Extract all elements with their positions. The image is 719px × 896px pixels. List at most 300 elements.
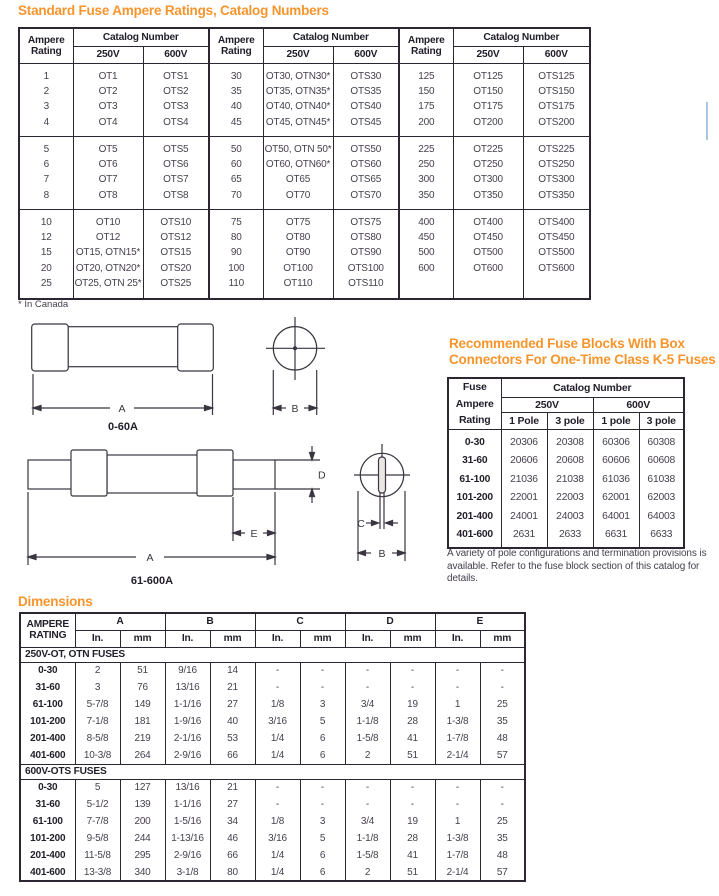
catalog-250v: OT400 <box>453 209 523 230</box>
fuse-right-terminal <box>233 460 275 489</box>
ratings-row <box>20 172 209 188</box>
header-250v: 250V <box>263 46 333 63</box>
catalog-250v: OT350 <box>453 188 523 210</box>
fuse-block-row <box>448 526 684 549</box>
header-mm: mm <box>300 630 345 647</box>
catalog-250v: OT8 <box>73 188 143 210</box>
catalog-600v: OTS150 <box>523 84 589 100</box>
fuse-block-row <box>448 470 684 489</box>
dimension-value: - <box>480 779 525 796</box>
dimension-value: 3/4 <box>345 696 390 713</box>
dimension-value: 127 <box>120 779 165 796</box>
dim-label-a: A <box>118 403 126 415</box>
ratings-row <box>210 261 399 277</box>
header-600v: 600V <box>333 46 399 63</box>
ratings-row <box>400 99 589 115</box>
ampere-value: 2 <box>43 85 49 97</box>
fuse-body-large <box>107 455 199 493</box>
catalog-250v: OT80 <box>263 230 333 246</box>
ampere-range: 31-60 <box>35 682 61 693</box>
ratings-row <box>400 230 589 246</box>
catalog-250v: OT50, OTN 50* <box>263 136 333 157</box>
dim-label-e: E <box>250 528 258 540</box>
ampere-range: 31-60 <box>35 799 61 810</box>
ampere-value: 80 <box>230 231 242 243</box>
ratings-row <box>210 136 399 157</box>
ratings-row <box>20 209 209 230</box>
fuse-ampere-range: 0-30 <box>464 437 485 448</box>
catalog-value: 61036 <box>593 470 639 489</box>
ratings-row <box>20 115 209 137</box>
fuse-diagram-61-600a <box>14 443 444 593</box>
dimension-value: 149 <box>120 696 165 713</box>
dimension-value: 181 <box>120 713 165 730</box>
ampere-range: 0-30 <box>38 665 58 677</box>
catalog-600v: OTS30 <box>333 63 399 84</box>
dimensions-row <box>20 679 525 696</box>
dimension-value: 2 <box>345 747 390 764</box>
catalog-250v: OT2 <box>73 84 143 100</box>
dimension-value: - <box>255 779 300 796</box>
blocks-heading-line2: Connectors For One-Time Class K-5 Fuses <box>449 351 716 367</box>
dimension-value: 2-9/16 <box>165 747 210 764</box>
dimension-value: 1 <box>435 813 480 830</box>
catalog-600v: OTS100 <box>333 261 399 277</box>
ampere-value: 40 <box>230 101 242 113</box>
dimension-value: 1/4 <box>255 747 300 764</box>
ampere-range: 101-200 <box>30 833 66 844</box>
ratings-row <box>210 209 399 230</box>
header-in: In. <box>75 630 120 647</box>
dimension-value: 13-3/8 <box>75 864 120 881</box>
catalog-250v: OT4 <box>73 115 143 137</box>
dimension-value: - <box>435 796 480 813</box>
fuse-ampere-range: 401-600 <box>456 528 493 540</box>
blocks-heading-line1: Recommended Fuse Blocks With Box <box>449 336 685 351</box>
fuse-block-row <box>448 507 684 526</box>
ratings-row <box>400 172 589 188</box>
dimension-value: 57 <box>480 864 525 881</box>
section-row <box>20 647 525 662</box>
dimension-value: 3 <box>300 813 345 830</box>
catalog-600v: OTS110 <box>333 276 399 298</box>
ratings-row <box>20 157 209 173</box>
catalog-250v: OT600 <box>453 261 523 277</box>
dimension-value: 7-1/8 <box>75 713 120 730</box>
catalog-250v: OT500 <box>453 245 523 261</box>
dimension-value: 34 <box>210 813 255 830</box>
ratings-group-1 <box>20 29 210 298</box>
dimension-value: 7-7/8 <box>75 813 120 830</box>
catalog-250v: OT175 <box>453 99 523 115</box>
dimension-value: - <box>480 679 525 696</box>
fuse-block-row <box>448 489 684 508</box>
catalog-250v: OT7 <box>73 172 143 188</box>
dimension-value: - <box>390 662 435 679</box>
ratings-group-2 <box>210 29 400 298</box>
dimensions-table <box>19 612 526 882</box>
catalog-value: 20608 <box>547 452 593 471</box>
catalog-value: 62003 <box>639 489 684 508</box>
ampere-range: 0-30 <box>38 782 58 794</box>
header-600v: 600V <box>523 46 589 63</box>
dimension-value: 46 <box>210 830 255 847</box>
dimension-value: 1-13/16 <box>165 830 210 847</box>
dimension-value: - <box>345 679 390 696</box>
catalog-600v: OTS25 <box>143 276 209 298</box>
catalog-250v: OT450 <box>453 230 523 246</box>
dimension-value: 3 <box>300 696 345 713</box>
ampere-value: 400 <box>418 216 435 228</box>
dim-label-b2: B <box>378 548 386 560</box>
catalog-600v: OTS50 <box>333 136 399 157</box>
catalog-value: 6633 <box>639 526 684 549</box>
catalog-250v: OT110 <box>263 276 333 298</box>
ratings-table <box>18 27 591 300</box>
catalog-250v: OT100 <box>263 261 333 277</box>
dimension-value: 13/16 <box>165 779 210 796</box>
header-ampere-rating: Ampere Rating <box>407 34 445 57</box>
catalog-value: 2631 <box>501 526 547 549</box>
dimension-value: 76 <box>120 679 165 696</box>
header-250v: 250V <box>501 397 593 412</box>
dimensions-row <box>20 813 525 830</box>
blocks-note: A variety of pole configurations and termination provisions is available. Refer to the fuse block section of this catalog for details. <box>447 548 707 584</box>
ampere-value: 300 <box>418 174 435 186</box>
dimension-value: 10-3/8 <box>75 747 120 764</box>
ampere-value: 200 <box>418 116 435 128</box>
dimension-value: 19 <box>390 696 435 713</box>
fuse-ampere-range: 31-60 <box>462 455 488 467</box>
ampere-value: 35 <box>230 85 242 97</box>
catalog-value: 21036 <box>501 470 547 489</box>
ratings-row <box>210 115 399 137</box>
dimension-value: 3-1/8 <box>165 864 210 881</box>
ampere-value: 600 <box>418 262 435 274</box>
catalog-600v: OTS70 <box>333 188 399 210</box>
header-in: In. <box>255 630 300 647</box>
ratings-row <box>400 245 589 261</box>
dimension-value: - <box>435 662 480 679</box>
ampere-value: 100 <box>228 262 245 274</box>
catalog-value: 24003 <box>547 507 593 526</box>
ampere-value: 20 <box>40 262 52 274</box>
dimensions-row <box>20 830 525 847</box>
catalog-value: 2633 <box>547 526 593 549</box>
dimension-value: 51 <box>120 662 165 679</box>
catalog-value: 20306 <box>501 429 547 452</box>
ampere-value: 350 <box>418 189 435 201</box>
dimension-value: 53 <box>210 730 255 747</box>
dimension-value: - <box>255 662 300 679</box>
dimension-value: - <box>345 796 390 813</box>
fuse-blocks-table <box>447 377 685 549</box>
catalog-250v: OT25, OTN 25* <box>73 276 143 298</box>
dimension-value: 5-7/8 <box>75 696 120 713</box>
catalog-600v: OTS300 <box>523 172 589 188</box>
catalog-value: 6631 <box>593 526 639 549</box>
dimension-value: 25 <box>480 696 525 713</box>
ampere-value: 125 <box>418 70 435 82</box>
dimension-value: 2-1/16 <box>165 730 210 747</box>
catalog-250v: OT65 <box>263 172 333 188</box>
ratings-row <box>20 136 209 157</box>
ampere-value: 65 <box>230 174 242 186</box>
catalog-600v: OTS350 <box>523 188 589 210</box>
catalog-value: 61038 <box>639 470 684 489</box>
header-dim-c: C <box>255 613 345 630</box>
dimension-value: 1-1/16 <box>165 796 210 813</box>
dimension-value: 57 <box>480 747 525 764</box>
dimension-value: 48 <box>480 730 525 747</box>
dimension-value: 41 <box>390 847 435 864</box>
catalog-250v: OT90 <box>263 245 333 261</box>
catalog-value: 21038 <box>547 470 593 489</box>
dimensions-row <box>20 847 525 864</box>
dimension-value: 5-1/2 <box>75 796 120 813</box>
catalog-600v: OTS80 <box>333 230 399 246</box>
dimension-value: - <box>345 779 390 796</box>
catalog-600v: OTS175 <box>523 99 589 115</box>
ampere-value: 12 <box>40 231 52 243</box>
catalog-250v: OT30, OTN30* <box>263 63 333 84</box>
page-edge-tab <box>706 102 708 140</box>
dimension-value: 1/8 <box>255 813 300 830</box>
fuse-diagram-0-60a <box>18 313 348 437</box>
ratings-row <box>400 157 589 173</box>
dimension-value: 219 <box>120 730 165 747</box>
dimension-value: 35 <box>480 713 525 730</box>
dim-label-d: D <box>318 469 326 482</box>
ratings-row <box>400 276 589 298</box>
ampere-value: 8 <box>43 189 49 201</box>
catalog-600v: OTS250 <box>523 157 589 173</box>
catalog-250v: OT35, OTN35* <box>263 84 333 100</box>
dimension-value: 1-7/8 <box>435 730 480 747</box>
catalog-250v: OT20, OTN20* <box>73 261 143 277</box>
header-dim-b: B <box>165 613 255 630</box>
catalog-600v: OTS7 <box>143 172 209 188</box>
catalog-600v: OTS8 <box>143 188 209 210</box>
ratings-group-3 <box>400 29 589 298</box>
dimensions-row <box>20 713 525 730</box>
dimension-value: 80 <box>210 864 255 881</box>
catalog-value: 22003 <box>547 489 593 508</box>
fuse-right-cap-large <box>197 450 233 496</box>
dimension-value: 48 <box>480 847 525 864</box>
dimension-value: 3 <box>75 679 120 696</box>
header-catalog-number: Catalog Number <box>73 29 209 46</box>
footnote-in-canada: * In Canada <box>18 299 69 310</box>
dimension-value: 1-1/8 <box>345 713 390 730</box>
header-in: In. <box>345 630 390 647</box>
catalog-600v: OTS4 <box>143 115 209 137</box>
dimension-value: 28 <box>390 830 435 847</box>
ratings-row <box>400 209 589 230</box>
catalog-value: 20606 <box>501 452 547 471</box>
header-250v: 250V <box>453 46 523 63</box>
ampere-range: 61-100 <box>32 816 63 827</box>
catalog-value: 20308 <box>547 429 593 452</box>
header-mm: mm <box>480 630 525 647</box>
catalog-600v: OTS75 <box>333 209 399 230</box>
dimension-value: 35 <box>480 830 525 847</box>
header-600v: 600V <box>593 397 684 412</box>
dimension-value: 1-3/8 <box>435 830 480 847</box>
ampere-value: 3 <box>43 101 49 113</box>
dimension-value: - <box>480 662 525 679</box>
ampere-value: 175 <box>418 101 435 113</box>
catalog-600v: OTS90 <box>333 245 399 261</box>
dimensions-row <box>20 796 525 813</box>
dimension-value: 1-1/16 <box>165 696 210 713</box>
ampere-range: 401-600 <box>30 866 66 878</box>
dimension-value: - <box>255 796 300 813</box>
header-pole: 1 pole <box>593 412 639 429</box>
dimension-value: - <box>390 779 435 796</box>
dimension-value: 6 <box>300 747 345 764</box>
catalog-600v: OTS45 <box>333 115 399 137</box>
dimension-value: 340 <box>120 864 165 881</box>
dimension-value: 51 <box>390 864 435 881</box>
header-ampere-rating: Ampere Rating <box>217 34 255 57</box>
catalog-250v: OT70 <box>263 188 333 210</box>
header-ampere-rating: Ampere Rating <box>27 34 65 57</box>
blocks-heading <box>449 336 719 367</box>
dimension-value: 1/8 <box>255 696 300 713</box>
fuse-left-terminal <box>28 460 73 489</box>
dimension-value: - <box>435 779 480 796</box>
dimension-value: 21 <box>210 679 255 696</box>
dimensions-row <box>20 864 525 881</box>
catalog-600v: OTS65 <box>333 172 399 188</box>
dimension-value: 6 <box>300 847 345 864</box>
header-250v: 250V <box>73 46 143 63</box>
ampere-value: 75 <box>230 216 242 228</box>
dimension-value: - <box>390 796 435 813</box>
dimension-value: 1-5/8 <box>345 847 390 864</box>
dimension-value: 1 <box>435 696 480 713</box>
dimension-value: 200 <box>120 813 165 830</box>
header-in: In. <box>435 630 480 647</box>
fuse-right-cap <box>178 324 214 371</box>
catalog-value: 64001 <box>593 507 639 526</box>
ampere-value: 450 <box>418 231 435 243</box>
dimensions-row <box>20 696 525 713</box>
catalog-250v: OT225 <box>453 136 523 157</box>
catalog-600v: OTS225 <box>523 136 589 157</box>
catalog-250v: OT300 <box>453 172 523 188</box>
catalog-600v: OTS35 <box>333 84 399 100</box>
dimension-value: 13/16 <box>165 679 210 696</box>
dimension-value: 27 <box>210 696 255 713</box>
dim-label-b: B <box>291 403 299 415</box>
dimension-value: 27 <box>210 796 255 813</box>
ampere-value: 90 <box>230 247 242 259</box>
dimension-value: 6 <box>300 864 345 881</box>
dimension-value: 1-1/8 <box>345 830 390 847</box>
ratings-row <box>20 84 209 100</box>
header-in: In. <box>165 630 210 647</box>
dimension-value: - <box>435 679 480 696</box>
dimension-value: 1-5/16 <box>165 813 210 830</box>
dimension-value: 1/4 <box>255 847 300 864</box>
header-mm: mm <box>210 630 255 647</box>
header-pole: 3 pole <box>639 412 684 429</box>
catalog-600v: OTS450 <box>523 230 589 246</box>
dimension-value: 5 <box>75 779 120 796</box>
dimension-value: 6 <box>300 730 345 747</box>
header-fuse-ampere-rating: Fuse Ampere Rating <box>448 378 501 429</box>
dimension-value: 25 <box>480 813 525 830</box>
catalog-250v: OT6 <box>73 157 143 173</box>
catalog-600v: OTS125 <box>523 63 589 84</box>
header-ampere-rating: AMPERE RATING <box>26 619 69 642</box>
ratings-row <box>20 245 209 261</box>
dimension-value: 3/16 <box>255 713 300 730</box>
dimension-value: 2-9/16 <box>165 847 210 864</box>
catalog-600v: OTS40 <box>333 99 399 115</box>
catalog-value: 60606 <box>593 452 639 471</box>
dimension-value: - <box>255 679 300 696</box>
dimension-value: 14 <box>210 662 255 679</box>
dimension-value: 5 <box>300 830 345 847</box>
ampere-value: 30 <box>230 70 242 82</box>
ratings-row <box>210 230 399 246</box>
ampere-value: 1 <box>43 70 49 82</box>
ratings-row <box>20 230 209 246</box>
header-dim-d: D <box>345 613 435 630</box>
dimension-value: 1-3/8 <box>435 713 480 730</box>
catalog-value: 22001 <box>501 489 547 508</box>
dimension-value: 1-7/8 <box>435 847 480 864</box>
ampere-value: 6 <box>43 158 49 170</box>
dimension-value: 28 <box>390 713 435 730</box>
catalog-250v: OT250 <box>453 157 523 173</box>
section-row <box>20 764 525 779</box>
catalog-value: 24001 <box>501 507 547 526</box>
ratings-row <box>20 188 209 210</box>
dimension-value: 2 <box>345 864 390 881</box>
fuse-ampere-range: 61-100 <box>459 473 491 485</box>
catalog-value: 60308 <box>639 429 684 452</box>
dimension-value: - <box>345 662 390 679</box>
fuse-blade <box>379 457 386 493</box>
dimension-value: - <box>300 796 345 813</box>
dimension-value: 1/4 <box>255 864 300 881</box>
ampere-value: 60 <box>230 158 242 170</box>
page-title: Standard Fuse Ampere Ratings, Catalog Numbers <box>18 3 329 18</box>
dimensions-row <box>20 730 525 747</box>
catalog-value: 60608 <box>639 452 684 471</box>
dimension-value: 295 <box>120 847 165 864</box>
fuse-ampere-range: 201-400 <box>456 510 493 522</box>
ratings-row <box>400 84 589 100</box>
ampere-value: 70 <box>230 189 242 201</box>
header-pole: 3 pole <box>547 412 593 429</box>
catalog-600v: OTS20 <box>143 261 209 277</box>
dimension-value: 3/4 <box>345 813 390 830</box>
dimension-value: 5 <box>300 713 345 730</box>
dimension-value: 3/16 <box>255 830 300 847</box>
dimensions-row <box>20 747 525 764</box>
header-mm: mm <box>120 630 165 647</box>
ampere-value: 110 <box>228 278 244 290</box>
ratings-row <box>20 276 209 298</box>
fuse-left-cap-large <box>71 450 107 496</box>
ampere-value: 50 <box>230 143 242 155</box>
catalog-250v: OT15, OTN15* <box>73 245 143 261</box>
